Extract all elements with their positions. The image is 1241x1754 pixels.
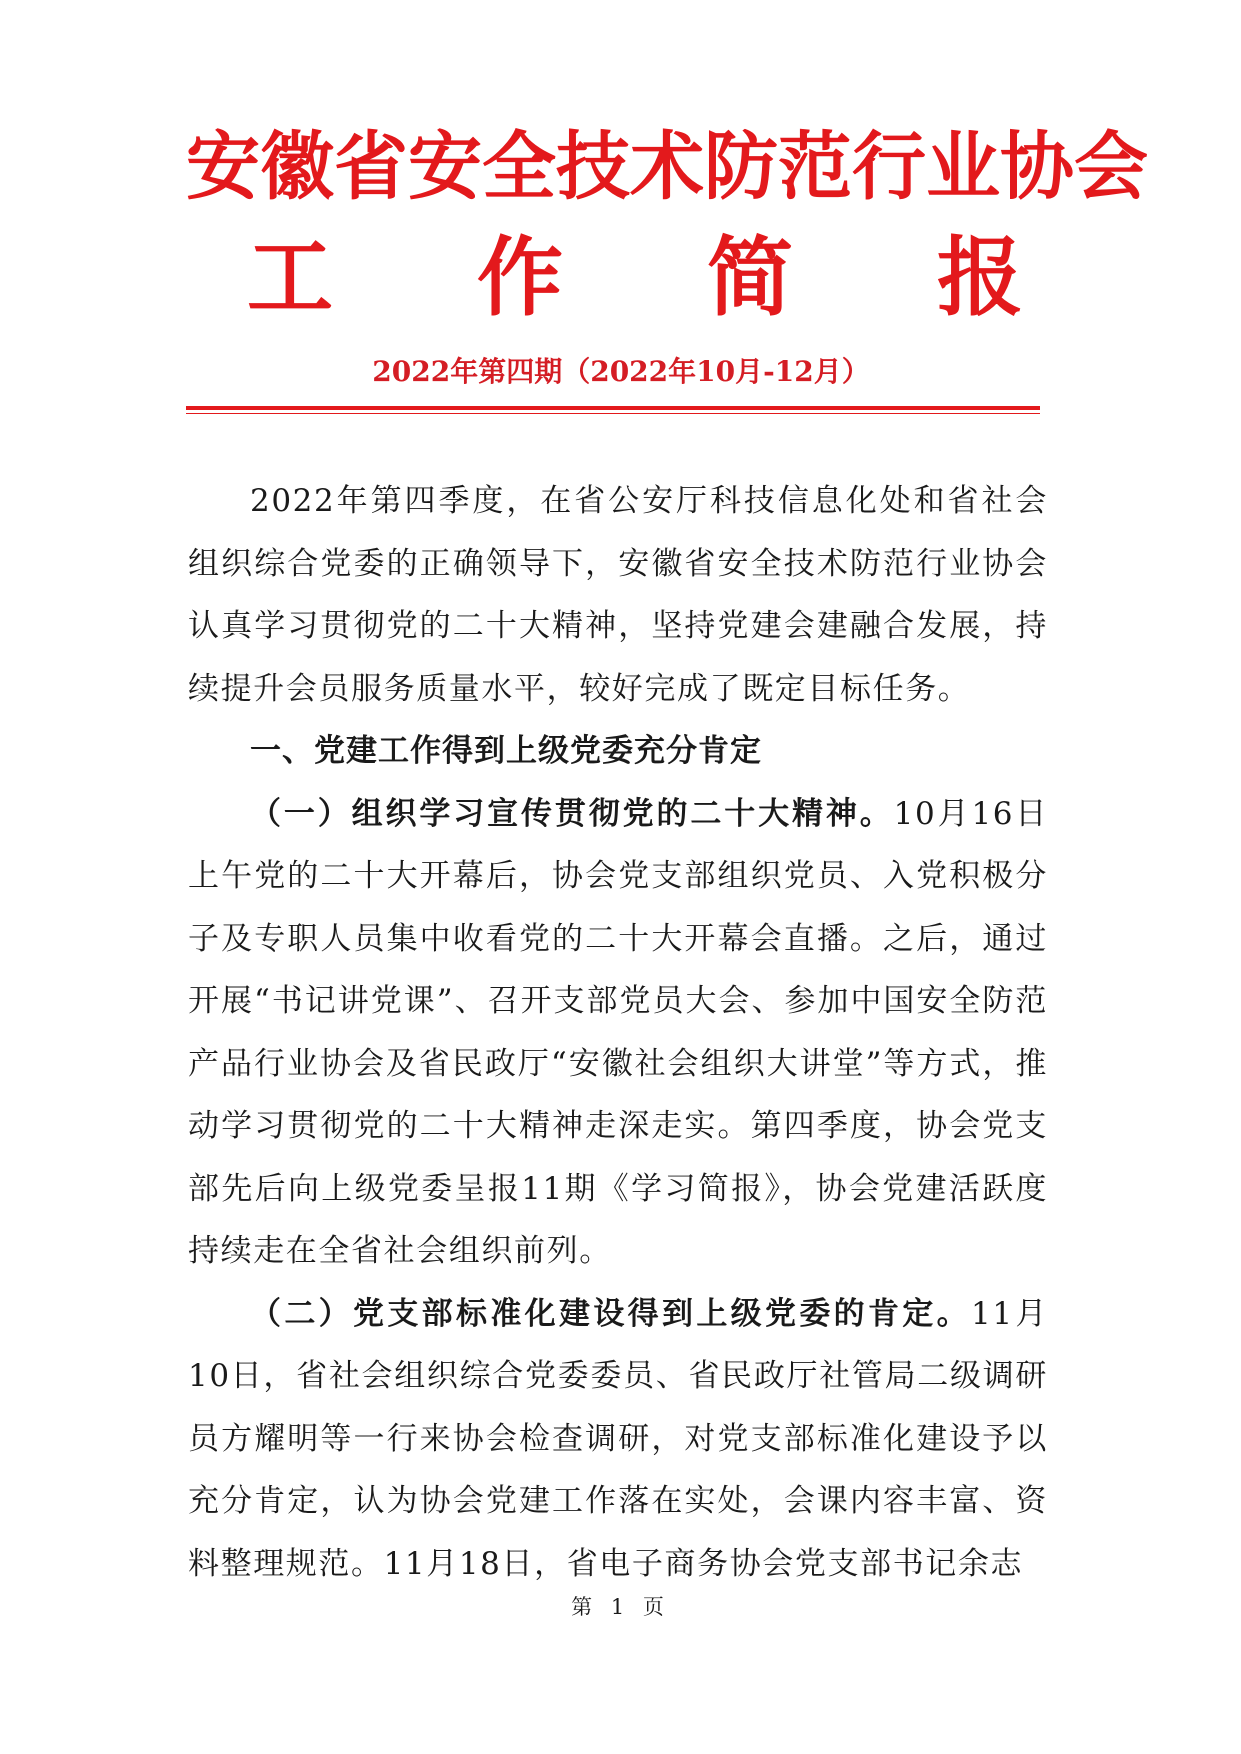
bulletin-title-char: 简	[707, 228, 793, 328]
subsection-text: 10月16日上午党的二十大开幕后，协会党支部组织党员、入党积极分子及专职人员集中收看党的二十大开幕会直播。之后，通过开展“书记讲党课”、召开支部党员大会、参加中国安全防范产品行业协会及省民政厅“安徽社会组织大讲堂”等方式，推动学习贯彻党的二十大精神走深走实。第四季度，协会党支部先后向上级党委呈报11期《学习简报》，协会党建活跃度持续走在全省社会组织前列。	[188, 795, 1048, 1269]
bulletin-title-char: 作	[477, 228, 563, 328]
bulletin-title-char: 工	[247, 228, 333, 328]
subsection-heading: （二）党支部标准化建设得到上级党委的肯定。	[250, 1295, 972, 1332]
body-content	[188, 470, 1048, 1595]
bulletin-title-char: 报	[937, 228, 1023, 328]
subsection-paragraph	[188, 783, 1048, 1283]
section-heading: 一、党建工作得到上级党委充分肯定	[250, 733, 762, 769]
subsection-paragraph	[188, 1283, 1048, 1596]
issue-number: 2022年第四期（2022年10月-12月）	[372, 355, 870, 388]
header-divider-thin	[186, 413, 1040, 414]
subsection-heading: （一）组织学习宣传贯彻党的二十大精神。	[250, 795, 894, 832]
subsection-text: 11月10日，省社会组织综合党委委员、省民政厅社管局二级调研员方耀明等一行来协会检查调研，对党支部标准化建设予以充分肯定，认为协会党建工作落在实处，会课内容丰富、资料整理规范。11月18日，省电子商务协会党支部书记余志	[188, 1295, 1048, 1582]
organization-title: 安徽省安全技术防范行业协会	[186, 124, 1148, 210]
page-number: 第 1 页	[571, 1595, 670, 1619]
intro-paragraph: 2022年第四季度，在省公安厅科技信息化处和省社会组织综合党委的正确领导下，安徽省安全技术防范行业协会认真学习贯彻党的二十大精神，坚持党建会建融合发展，持续提升会员服务质量水平，较好完成了既定目标任务。	[188, 483, 1048, 707]
bulletin-title	[240, 228, 1030, 328]
header-divider-thick	[186, 406, 1040, 410]
